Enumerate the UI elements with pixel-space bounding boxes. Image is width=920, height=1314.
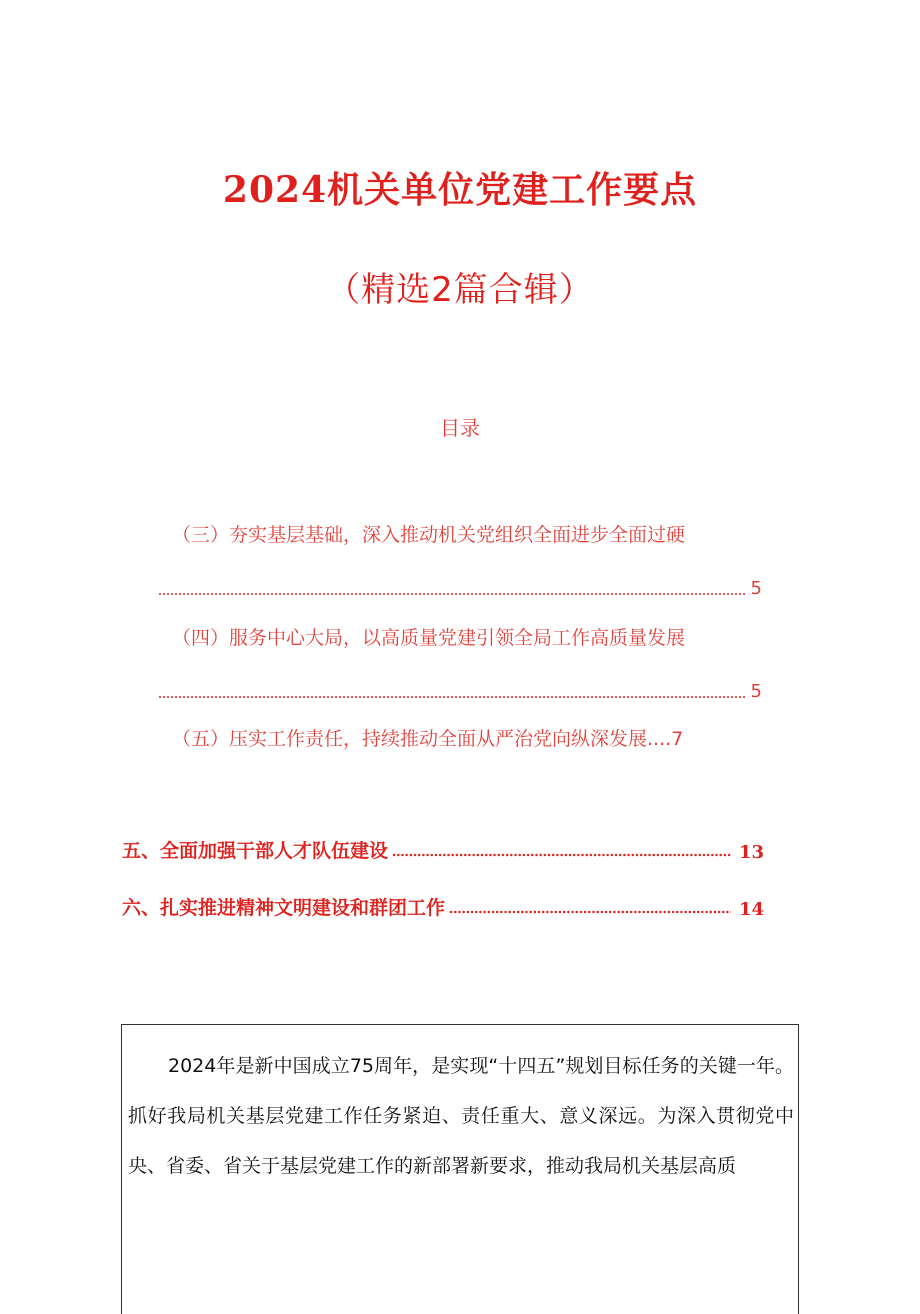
intro-text-box bbox=[121, 1024, 799, 1314]
toc-dot-leader bbox=[158, 592, 747, 596]
toc-leader-line bbox=[158, 576, 762, 602]
toc-page-number: 14 bbox=[738, 899, 764, 920]
toc-entry-text: （三）夯实基层基础，深入推动机关党组织全面进步全面过硬 bbox=[172, 524, 686, 546]
toc-main-entry-text: 五、全面加强干部人才队伍建设 bbox=[122, 840, 389, 862]
toc-page-number: 7 bbox=[671, 728, 684, 750]
toc-heading: 目录 bbox=[440, 416, 480, 440]
toc-page-number: 5 bbox=[750, 578, 762, 599]
intro-paragraph: 2024年是新中国成立75周年，是实现“十四五”规划目标任务的关键一年。抓好我局机关基层党建工作任务紧迫、责任重大、意义深远。为深入贯彻党中央、省委、省关于基层党建工作的新部署新要求，推动我局机关基层高质 bbox=[128, 1055, 794, 1177]
toc-entry-4[interactable] bbox=[158, 625, 768, 705]
toc-entry-3[interactable] bbox=[158, 522, 768, 602]
toc-entry-5[interactable] bbox=[172, 724, 683, 751]
toc-page-number: 5 bbox=[750, 681, 762, 702]
toc-entry-text: （五）压实工作责任，持续推动全面从严治党向纵深发展 bbox=[172, 728, 648, 750]
toc-dot-leader: .... bbox=[647, 728, 672, 750]
toc-main-entry-text: 六、扎实推进精神文明建设和群团工作 bbox=[122, 897, 446, 919]
toc-main-entry-6[interactable] bbox=[122, 893, 764, 920]
toc-dot-leader bbox=[392, 853, 731, 857]
document-subtitle: （精选2篇合辑） bbox=[326, 270, 594, 310]
toc-page-number: 13 bbox=[738, 842, 764, 863]
toc-dot-leader bbox=[449, 910, 731, 914]
toc-leader-line bbox=[158, 679, 762, 705]
toc-entry-text: （四）服务中心大局，以高质量党建引领全局工作高质量发展 bbox=[172, 627, 686, 649]
document-title: 2024机关单位党建工作要点 bbox=[222, 169, 698, 211]
toc-main-entry-5[interactable] bbox=[122, 836, 764, 863]
toc-dot-leader bbox=[158, 695, 747, 699]
